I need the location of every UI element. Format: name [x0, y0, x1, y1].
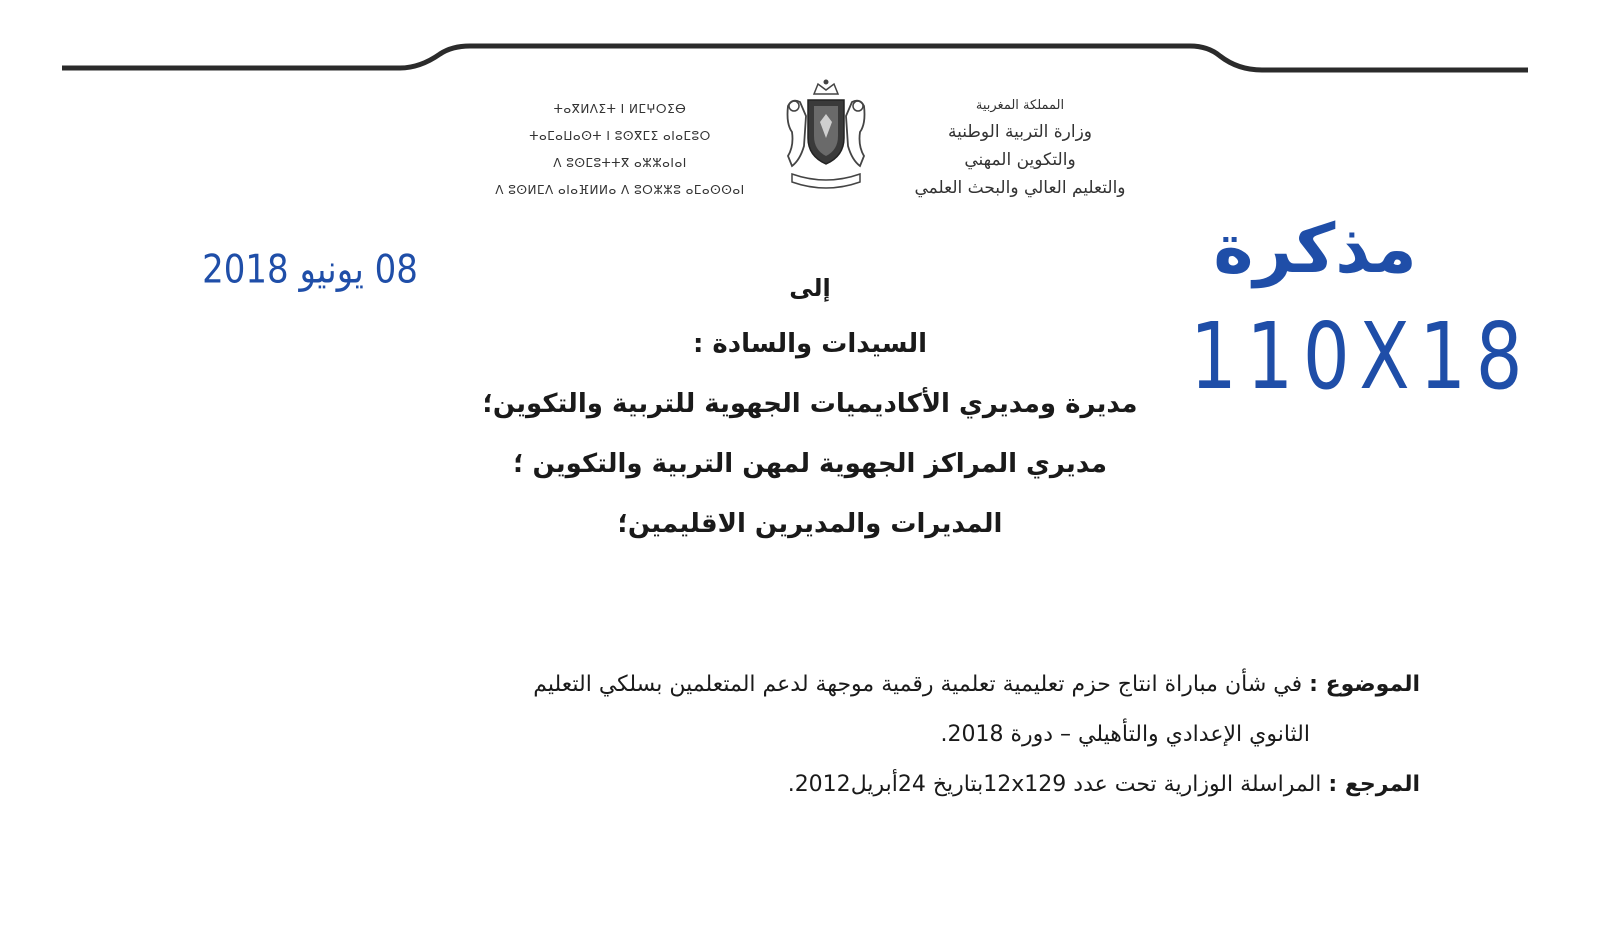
coat-of-arms-icon: [778, 76, 874, 194]
tifinagh-line: ⴷ ⵓⵙⵍⵎⴷ ⴰⵏⴰⴼⵍⵍⴰ ⴷ ⵓⵔⵣⵣⵓ ⴰⵎⴰⵙⵙⴰⵏ: [495, 183, 745, 197]
subject-row-continued: [400, 710, 1420, 760]
memo-number: 110X18: [1190, 303, 1533, 410]
subject-text: في شأن مباراة انتاج حزم تعليمية تعلمية رقمية موجهة لدعم المتعلمين بسلكي التعليم: [533, 672, 1303, 697]
recipient-line: المديرات والمديرين الاقليمين؛: [617, 509, 1003, 539]
subject-row: [400, 660, 1420, 710]
recipient-line: السيدات والسادة :: [692, 329, 928, 359]
ministry-line: والتعليم العالي والبحث العلمي: [914, 178, 1126, 198]
date-stamp: 08 يونيو 2018: [202, 247, 418, 293]
tifinagh-line: ⵜⴰⵎⴰⵡⴰⵙⵜ ⵏ ⵓⵙⴳⵎⵉ ⴰⵏⴰⵎⵓⵔ: [529, 129, 711, 143]
tifinagh-line: ⴷ ⵓⵙⵎⵓⵜⵜⴳ ⴰⵣⵣⴰⵏⴰⵏ: [553, 156, 687, 170]
recipients-block: [480, 262, 1140, 554]
ministry-name: [880, 94, 1160, 202]
ministry-line: وزارة التربية الوطنية: [947, 122, 1093, 142]
tifinagh-line: ⵜⴰⴳⵍⴷⵉⵜ ⵏ ⵍⵎⵖⵔⵉⴱ: [553, 102, 687, 116]
recipient-line: مديري المراكز الجهوية لمهن التربية والتكوين ؛: [513, 449, 1107, 479]
to-label: إلى: [789, 274, 831, 302]
tifinagh-ministry-name: [470, 96, 770, 204]
recipient-line: مديرة ومديري الأكاديميات الجهوية للتربية والتكوين؛: [482, 389, 1138, 419]
reference-text: المراسلة الوزارية تحت عدد 12x129بتاريخ 24أبريل2012.: [787, 772, 1322, 797]
ministry-line: والتكوين المهني: [964, 150, 1076, 170]
subject-label: الموضوع :: [1309, 672, 1420, 697]
subject-block: [400, 660, 1420, 810]
kingdom-label: المملكة المغربية: [975, 98, 1065, 113]
reference-row: [400, 760, 1420, 810]
subject-text-continued: الثانوي الإعدادي والتأهيلي – دورة 2018.: [940, 722, 1310, 747]
memo-title: مذكرة: [1213, 210, 1417, 289]
reference-label: المرجع :: [1328, 772, 1420, 797]
